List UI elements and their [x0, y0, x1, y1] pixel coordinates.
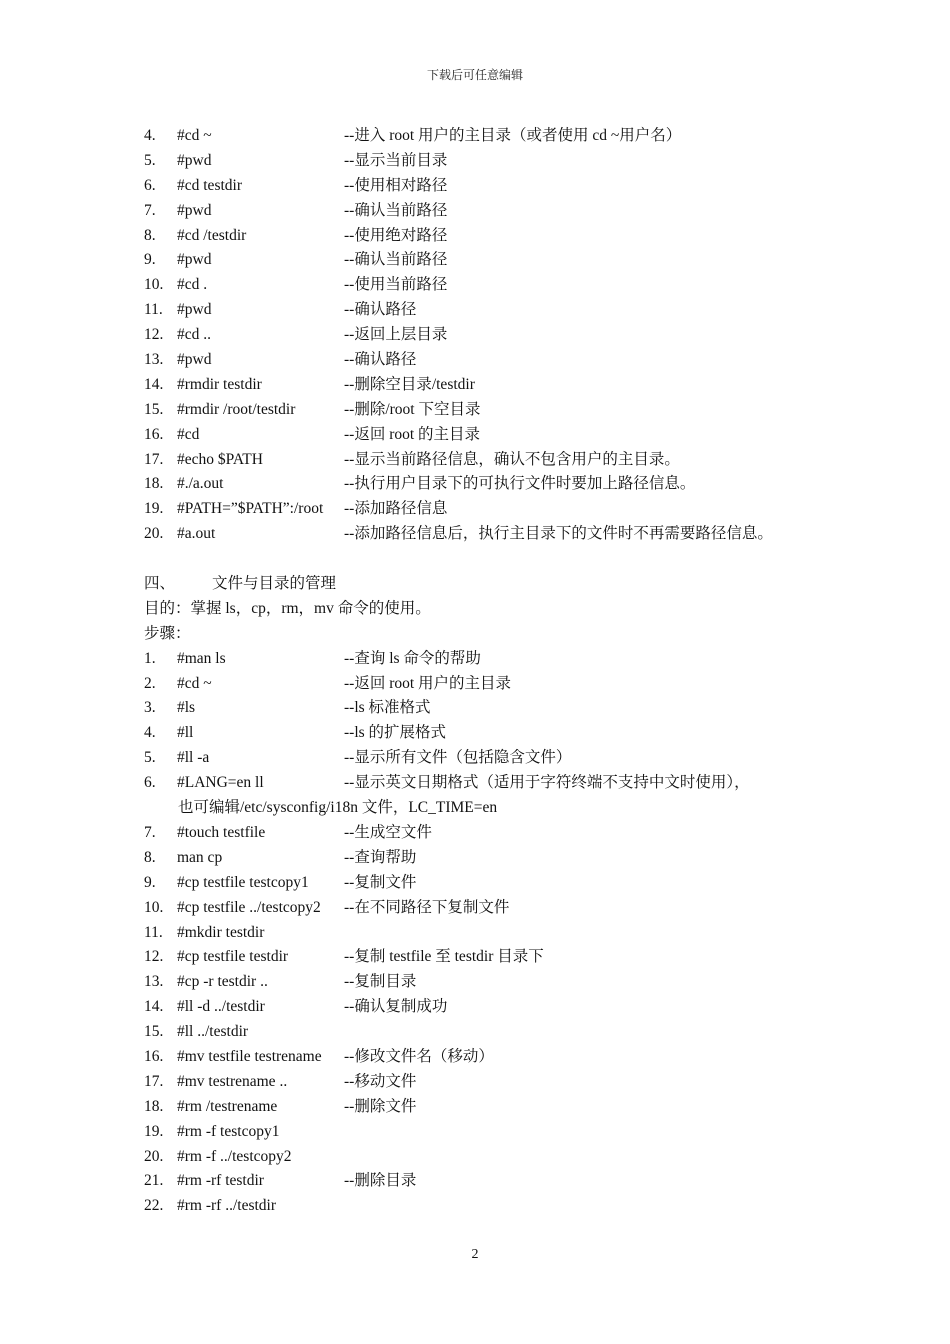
item-description: --修改文件名（移动） — [344, 1047, 494, 1065]
item-number: 15. — [144, 1023, 164, 1041]
list-item — [144, 696, 844, 721]
list-item — [144, 323, 844, 348]
list-item — [144, 896, 844, 921]
list-item — [144, 647, 844, 672]
list-item — [144, 298, 844, 323]
item-command: #rmdir testdir — [177, 375, 262, 393]
item-number: 13. — [144, 351, 164, 369]
item-number: 14. — [144, 375, 164, 393]
list-item — [144, 423, 844, 448]
item-description: --使用当前路径 — [344, 276, 448, 294]
item-description: --确认路径 — [344, 351, 417, 369]
list-item — [144, 945, 844, 970]
item-command: #cp testfile testdir — [177, 948, 289, 966]
item-description: --返回上层目录 — [344, 326, 448, 344]
list-item — [144, 1020, 844, 1045]
item-command: #pwd — [177, 301, 212, 319]
item-command: #cd /testdir — [177, 226, 247, 244]
list-item — [144, 921, 844, 946]
item-number: 17. — [144, 1072, 164, 1090]
item-command: #cd — [177, 425, 200, 443]
item-number: 18. — [144, 1097, 164, 1115]
item-number: 8. — [144, 848, 156, 866]
item-description: --显示当前路径信息，确认不包含用户的主目录。 — [344, 450, 680, 468]
item-command: #./a.out — [177, 475, 224, 493]
list-item — [144, 1045, 844, 1070]
item-command: #cd .. — [177, 326, 212, 344]
item-description: --添加路径信息 — [344, 500, 448, 518]
item-description: --返回 root 用户的主目录 — [344, 674, 512, 692]
item-number: 16. — [144, 1047, 164, 1065]
list-item — [144, 373, 844, 398]
list-item — [144, 746, 844, 771]
document-body — [144, 124, 844, 1219]
list-item — [144, 995, 844, 1020]
item-description: --删除文件 — [344, 1097, 417, 1115]
item-number: 3. — [144, 699, 156, 717]
item-description: --ls 标准格式 — [344, 699, 431, 717]
item-description: --复制目录 — [344, 973, 417, 991]
item-command: #cp -r testdir .. — [177, 973, 268, 991]
item-description: --删除目录 — [344, 1172, 417, 1190]
item-command: #cd . — [177, 276, 208, 294]
page-number: 2 — [471, 1247, 479, 1262]
item-command: #pwd — [177, 251, 212, 269]
item-command: #touch testfile — [177, 823, 266, 841]
list-item — [144, 1120, 844, 1145]
list-item — [144, 248, 844, 273]
item-number: 14. — [144, 998, 164, 1016]
item-description: --添加路径信息后，执行主目录下的文件时不再需要路径信息。 — [344, 525, 773, 543]
item-number: 15. — [144, 400, 164, 418]
item-command: #PATH=”$PATH”:/root — [177, 500, 324, 518]
list-item — [144, 672, 844, 697]
item-description: --生成空文件 — [344, 823, 432, 841]
item-number: 19. — [144, 500, 164, 518]
list-item — [144, 273, 844, 298]
list-item — [144, 398, 844, 423]
item-number: 2. — [144, 674, 156, 692]
item-command: #rm -f testcopy1 — [177, 1122, 280, 1140]
item-continuation: 也可编辑/etc/sysconfig/i18n 文件，LC_TIME=en — [178, 799, 498, 817]
item-command: #cd ~ — [177, 674, 212, 692]
item-number: 9. — [144, 873, 156, 891]
item-description: --在不同路径下复制文件 — [344, 898, 510, 916]
list-item — [144, 124, 844, 149]
steps-label: 步骤： — [144, 624, 191, 642]
item-description: --显示所有文件（包括隐含文件） — [344, 749, 572, 767]
item-number: 10. — [144, 898, 164, 916]
item-number: 7. — [144, 823, 156, 841]
item-command: #rm -f ../testcopy2 — [177, 1147, 292, 1165]
item-number: 20. — [144, 1147, 164, 1165]
item-number: 4. — [144, 724, 156, 742]
item-number: 8. — [144, 226, 156, 244]
item-command: #a.out — [177, 525, 216, 543]
item-number: 20. — [144, 525, 164, 543]
item-number: 9. — [144, 251, 156, 269]
item-description: --返回 root 的主目录 — [344, 425, 481, 443]
item-command: #cp testfile ../testcopy2 — [177, 898, 321, 916]
item-number: 18. — [144, 475, 164, 493]
item-description: --确认当前路径 — [344, 201, 448, 219]
item-description: --ls 的扩展格式 — [344, 724, 447, 742]
item-number: 5. — [144, 749, 156, 767]
item-command: #pwd — [177, 351, 212, 369]
command-list-2 — [144, 647, 844, 1219]
list-item — [144, 497, 844, 522]
section-title: 文件与目录的管理 — [212, 575, 337, 593]
item-command: #pwd — [177, 151, 212, 169]
list-item — [144, 1070, 844, 1095]
item-description: --删除空目录/testdir — [344, 375, 475, 393]
list-item — [144, 522, 844, 547]
item-description: --显示英文日期格式（适用于字符终端不支持中文时使用）， — [344, 774, 750, 792]
list-item — [144, 472, 844, 497]
item-description: --执行用户目录下的可执行文件时要加上路径信息。 — [344, 475, 696, 493]
section-purpose: 目的：掌握 ls，cp，rm，mv 命令的使用。 — [144, 599, 431, 617]
item-number: 6. — [144, 774, 156, 792]
item-description: --查询帮助 — [344, 848, 417, 866]
list-item — [144, 846, 844, 871]
item-command: #cp testfile testcopy1 — [177, 873, 309, 891]
item-number: 1. — [144, 649, 156, 667]
item-number: 13. — [144, 973, 164, 991]
item-description: --复制 testfile 至 testdir 目录下 — [344, 948, 544, 966]
list-item — [144, 1194, 844, 1219]
item-number: 12. — [144, 948, 164, 966]
list-item — [144, 348, 844, 373]
item-number: 11. — [144, 923, 163, 941]
list-item — [144, 721, 844, 746]
section-heading — [144, 572, 844, 597]
list-item — [144, 199, 844, 224]
list-item — [144, 871, 844, 896]
item-command: #ll ../testdir — [177, 1023, 249, 1041]
item-number: 21. — [144, 1172, 164, 1190]
item-command: #ll -a — [177, 749, 210, 767]
item-description: --确认当前路径 — [344, 251, 448, 269]
item-description: --确认复制成功 — [344, 998, 448, 1016]
item-description: --移动文件 — [344, 1072, 417, 1090]
list-item — [144, 174, 844, 199]
item-command: #mv testrename .. — [177, 1072, 288, 1090]
list-item — [144, 771, 844, 796]
item-command: #rm -rf ../testdir — [177, 1197, 277, 1215]
item-description: --使用相对路径 — [344, 176, 448, 194]
item-command: #echo $PATH — [177, 450, 263, 468]
item-command: #rm /testrename — [177, 1097, 278, 1115]
item-description: --显示当前目录 — [344, 151, 448, 169]
item-command: #pwd — [177, 201, 212, 219]
item-description: --查询 ls 命令的帮助 — [344, 649, 481, 667]
item-number: 12. — [144, 326, 164, 344]
list-item — [144, 970, 844, 995]
item-command: #cd testdir — [177, 176, 242, 194]
item-command: #rm -rf testdir — [177, 1172, 264, 1190]
list-item — [144, 821, 844, 846]
item-number: 4. — [144, 127, 156, 144]
item-description: --使用绝对路径 — [344, 226, 448, 244]
item-command: #man ls — [177, 649, 226, 667]
list-item — [144, 1095, 844, 1120]
item-description: --确认路径 — [344, 301, 417, 319]
spacer — [144, 547, 844, 572]
item-number: 7. — [144, 201, 156, 219]
item-number: 11. — [144, 301, 163, 319]
list-item — [144, 149, 844, 174]
item-command: #LANG=en ll — [177, 774, 264, 792]
list-item — [144, 1169, 844, 1194]
item-command: #rmdir /root/testdir — [177, 400, 296, 418]
page-header: 下载后可任意编辑 — [426, 68, 523, 82]
item-command: #ll -d ../testdir — [177, 998, 265, 1016]
item-number: 5. — [144, 151, 156, 169]
item-number: 6. — [144, 176, 156, 194]
item-description: --删除/root 下空目录 — [344, 400, 481, 418]
item-command: #ls — [177, 699, 196, 717]
item-number: 16. — [144, 425, 164, 443]
item-description: --进入 root 用户的主目录（或者使用 cd ~用户名） — [344, 127, 682, 144]
item-number: 10. — [144, 276, 164, 294]
item-number: 19. — [144, 1122, 164, 1140]
command-list-1 — [144, 124, 844, 547]
item-command: #ll — [177, 724, 194, 742]
list-item — [144, 224, 844, 249]
item-command: man cp — [177, 848, 223, 866]
item-number: 22. — [144, 1197, 164, 1215]
item-description: --复制文件 — [344, 873, 417, 891]
item-command: #mkdir testdir — [177, 923, 265, 941]
item-number: 17. — [144, 450, 164, 468]
list-item — [144, 448, 844, 473]
list-item — [144, 1145, 844, 1170]
item-command: #cd ~ — [177, 127, 212, 144]
item-command: #mv testfile testrename — [177, 1047, 322, 1065]
section-number: 四、 — [144, 575, 176, 593]
